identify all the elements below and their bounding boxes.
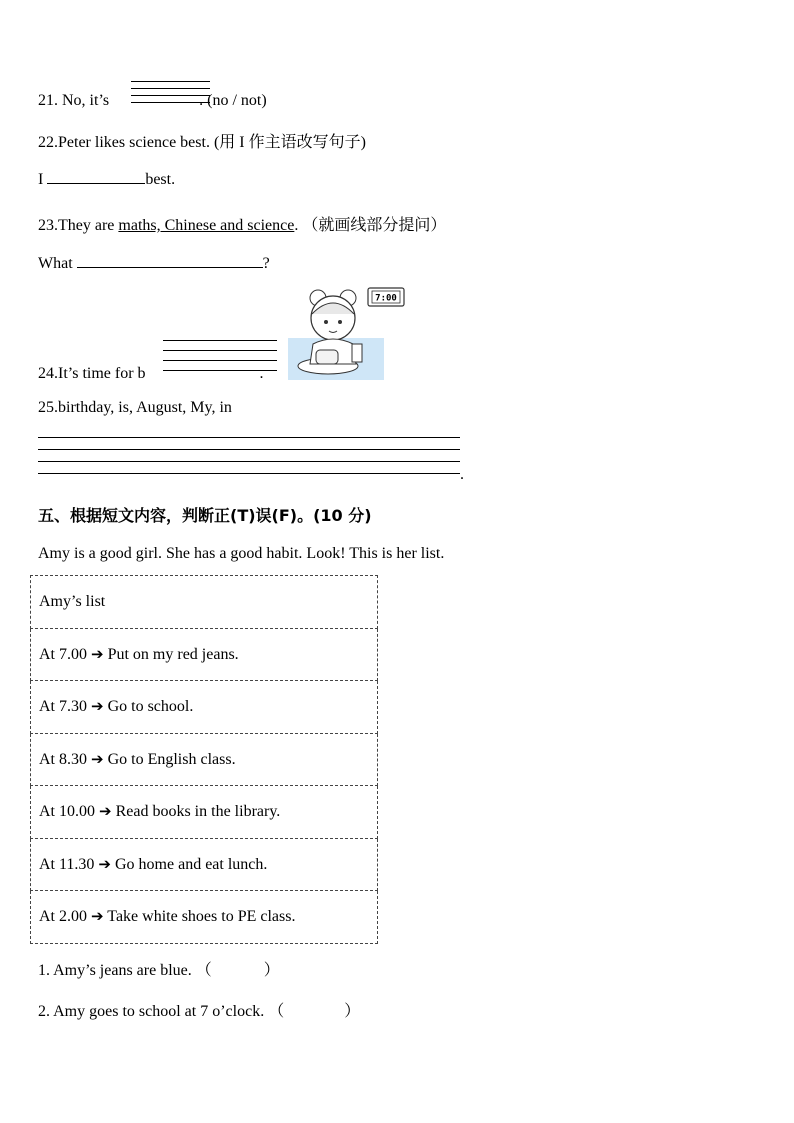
table-row: At 10.00 ➔ Read books in the library. xyxy=(31,786,378,839)
question-23: 23.They are maths, Chinese and science. （就画线部分提问） xyxy=(38,217,447,234)
question-number: 23 xyxy=(38,217,54,234)
question-21: 21. No, it’s . (no / not) xyxy=(38,92,267,109)
question-number: 22 xyxy=(38,134,54,151)
section-5-intro: Amy is a good girl. She has a good habit. Look! This is her list. xyxy=(38,545,445,562)
question-number: 25 xyxy=(38,399,54,416)
arrow-icon: ➔ xyxy=(99,802,112,821)
table-row: At 7.00 ➔ Put on my red jeans. xyxy=(31,628,378,681)
judge-question-1: 1. Amy’s jeans are blue. （ ） xyxy=(38,962,280,979)
arrow-icon: ➔ xyxy=(91,907,104,926)
arrow-icon: ➔ xyxy=(91,644,104,663)
question-number: 24 xyxy=(38,365,54,382)
underlined-phrase: maths, Chinese and science xyxy=(118,217,295,234)
answer-blank[interactable] xyxy=(77,267,263,268)
judge-question-2: 2. Amy goes to school at 7 o’clock. （ ） xyxy=(38,1003,361,1020)
girl-eating-breakfast-picture xyxy=(288,286,406,380)
list-title: Amy’s list xyxy=(31,576,378,629)
section-5-heading: 五、根据短文内容，判断正(T)误(F)。(10 分) xyxy=(38,506,372,525)
table-row: At 11.30 ➔ Go home and eat lunch. xyxy=(31,838,378,891)
arrow-icon: ➔ xyxy=(98,854,111,873)
q25-period: . xyxy=(460,466,464,483)
answer-blank[interactable] xyxy=(47,183,145,184)
table-row: At 8.30 ➔ Go to English class. xyxy=(31,733,378,786)
question-25: 25.birthday, is, August, My, in xyxy=(38,399,232,416)
q25-writing-lines[interactable] xyxy=(38,437,460,480)
table-row xyxy=(31,576,378,629)
clock-time: 7:00 xyxy=(375,293,397,304)
table-row: At 7.30 ➔ Go to school. xyxy=(31,681,378,734)
table-row: At 2.00 ➔ Take white shoes to PE class. xyxy=(31,891,378,944)
arrow-icon: ➔ xyxy=(91,749,104,768)
question-number: 21 xyxy=(38,92,54,109)
amy-list-table xyxy=(30,575,378,944)
question-23-answer: What ? xyxy=(38,255,270,272)
question-22-answer: I best. xyxy=(38,171,176,188)
question-24: 24.It’s time for b . xyxy=(38,365,264,382)
arrow-icon: ➔ xyxy=(91,697,104,716)
question-22: 22.Peter likes science best. (用 I 作主语改写句子) xyxy=(38,134,366,151)
